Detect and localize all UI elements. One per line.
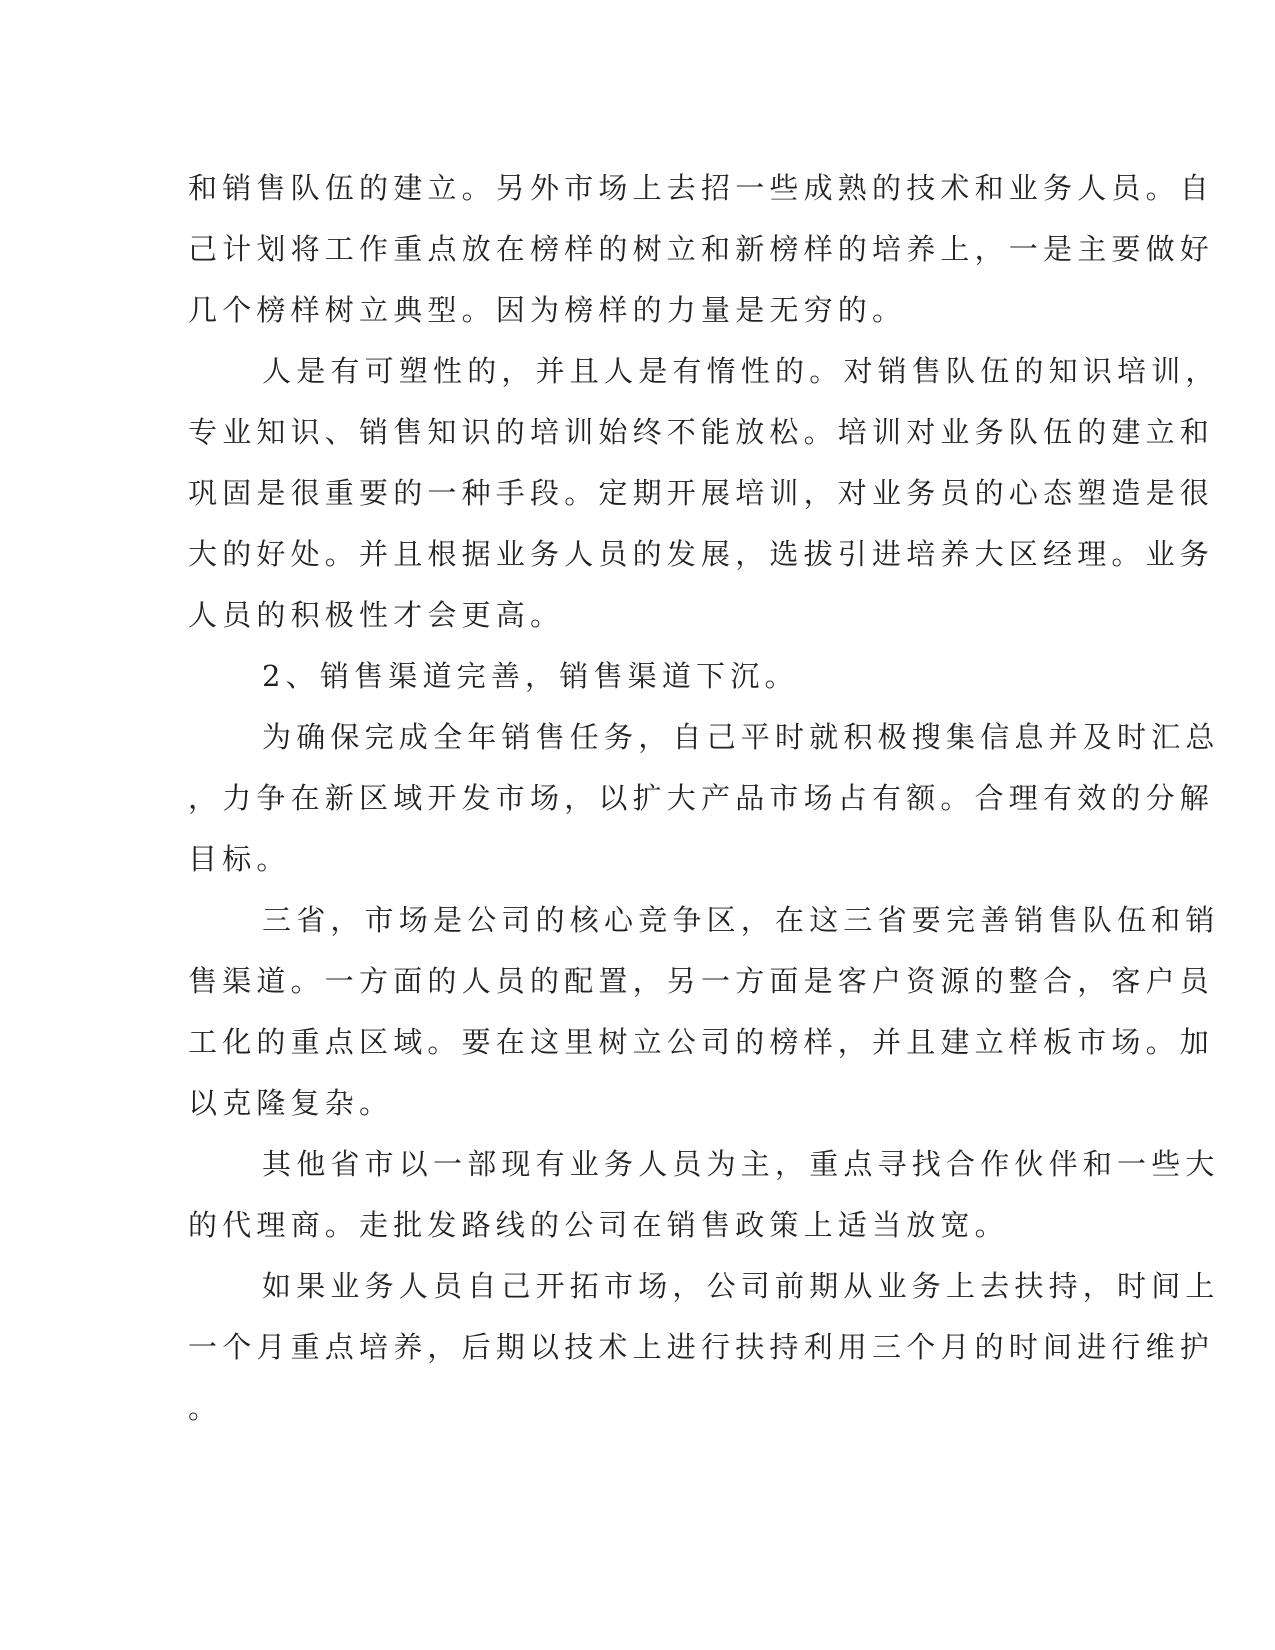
- text-line: 为确保完成全年销售任务，自己平时就积极搜集信息并及时汇总: [262, 720, 1220, 754]
- text-line: 巩固是很重要的一种手段。定期开展培训，对业务员的心态塑造是很: [188, 476, 1215, 510]
- text-line: 人是有可塑性的，并且人是有惰性的。对销售队伍的知识培训，: [262, 354, 1220, 388]
- text-line: 己计划将工作重点放在榜样的树立和新榜样的培养上，一是主要做好: [188, 232, 1215, 266]
- paragraph: [188, 158, 1215, 341]
- document-body: [188, 158, 1220, 1439]
- text-line: 几个榜样树立典型。因为榜样的力量是无穷的。: [188, 293, 907, 327]
- text-line: 以克隆复杂。: [188, 1086, 394, 1120]
- section-heading: [188, 646, 1088, 707]
- text-line: 一个月重点培养，后期以技术上进行扶持利用三个月的时间进行维护: [188, 1330, 1215, 1364]
- text-line: 其他省市以一部现有业务人员为主，重点寻找合作伙伴和一些大: [262, 1147, 1220, 1181]
- paragraph: [188, 1256, 1220, 1439]
- text-line: ，力争在新区域开发市场，以扩大产品市场占有额。合理有效的分解: [188, 781, 1215, 815]
- text-line: 如果业务人员自己开拓市场，公司前期从业务上去扶持，时间上: [262, 1269, 1220, 1303]
- text-line: 三省，市场是公司的核心竞争区，在这三省要完善销售队伍和销: [262, 903, 1220, 937]
- paragraph: [188, 341, 1220, 646]
- text-line: 专业知识、销售知识的培训始终不能放松。培训对业务队伍的建立和: [188, 415, 1215, 449]
- text-line: 和销售队伍的建立。另外市场上去招一些成熟的技术和业务人员。自: [188, 171, 1215, 205]
- paragraph: [188, 1134, 1220, 1256]
- text-line: 人员的积极性才会更高。: [188, 598, 565, 632]
- text-line: 。: [188, 1391, 223, 1425]
- paragraph: [188, 707, 1220, 890]
- text-line: 售渠道。一方面的人员的配置，另一方面是客户资源的整合，客户员: [188, 964, 1215, 998]
- text-line: 2、销售渠道完善，销售渠道下沉。: [262, 659, 799, 693]
- text-line: 目标。: [188, 842, 291, 876]
- text-line: 工化的重点区域。要在这里树立公司的榜样，并且建立样板市场。加: [188, 1025, 1215, 1059]
- paragraph: [188, 890, 1220, 1134]
- text-line: 大的好处。并且根据业务人员的发展，选拔引进培养大区经理。业务: [188, 537, 1215, 571]
- text-line: 的代理商。走批发路线的公司在销售政策上适当放宽。: [188, 1208, 1009, 1242]
